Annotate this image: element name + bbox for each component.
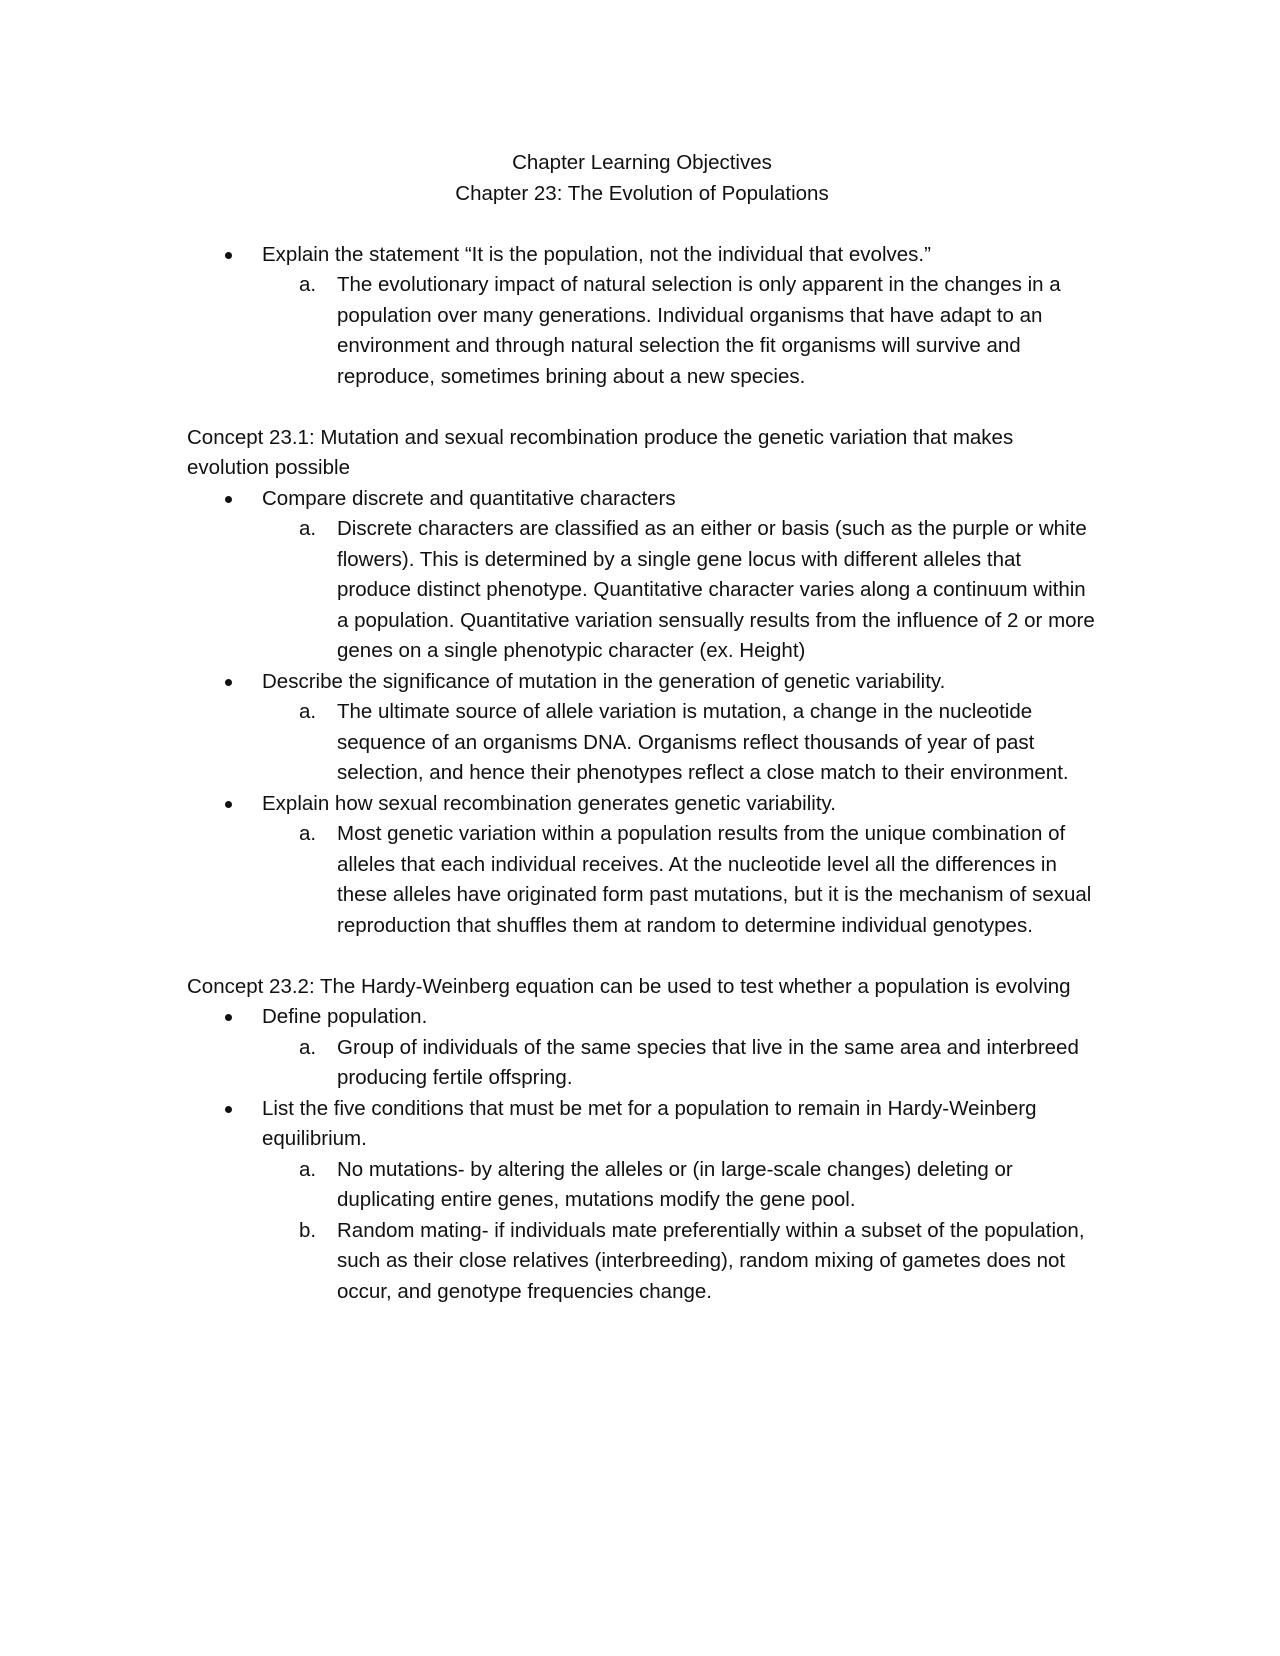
- bullet-icon: [225, 496, 232, 503]
- sub-text: Discrete characters are classified as an either or basis (such as the purple or white flowers). This is determined by a single gene locus with different alleles that produce distinct phenotype. Quantitative character varies along a continuum within a population. Quantitative variation sensually results from the influence of 2 or more genes on a single phenotypic character (ex. Height): [337, 517, 1095, 662]
- concept-heading: Concept 23.2: The Hardy-Weinberg equation can be used to test whether a population is evolving: [187, 974, 1071, 998]
- document-page: [187, 148, 1097, 1307]
- sub-item: [187, 1216, 1097, 1308]
- bullet-text: Define population.: [262, 1005, 428, 1028]
- sub-item: [187, 819, 1097, 941]
- concept-bullet-list: [187, 484, 1097, 942]
- bullet-icon: [225, 801, 232, 808]
- sub-text: No mutations- by altering the alleles or (in large-scale changes) deleting or duplicating entire genes, mutations modify the gene pool.: [337, 1157, 1013, 1211]
- sub-item: [187, 697, 1097, 789]
- sub-item: [187, 1033, 1097, 1094]
- bullet-text: Explain how sexual recombination generates genetic variability.: [262, 791, 836, 815]
- sub-item: [187, 270, 1097, 392]
- sub-list: [262, 1033, 1097, 1094]
- sub-marker: a.: [299, 1157, 317, 1181]
- bullet-item: [187, 789, 1097, 942]
- sub-text: The evolutionary impact of natural selection is only apparent in the changes in a population over many generations. Individual organisms that have adapt to an environment and through natural selection the fit organisms will survive and reproduce, sometimes brining about a new species.: [337, 273, 1061, 388]
- bullet-icon: [225, 252, 232, 259]
- sub-item: [187, 1155, 1097, 1216]
- sub-list: [262, 1155, 1097, 1308]
- concept-heading: Concept 23.1: Mutation and sexual recombination produce the genetic variation that makes evolution possible: [187, 425, 1014, 479]
- sub-item: [187, 514, 1097, 667]
- bullet-icon: [225, 1014, 232, 1021]
- bullet-text: Describe the significance of mutation in the generation of genetic variability.: [262, 669, 946, 693]
- intro-bullet-list: [187, 240, 1097, 393]
- sub-text: Random mating- if individuals mate preferentially within a subset of the population, such as their close relatives (interbreeding), random mixing of gametes does not occur, and genotype frequencies change.: [337, 1218, 1085, 1303]
- chapter-title: Chapter 23: The Evolution of Populations: [455, 181, 829, 205]
- sub-list: [262, 270, 1097, 392]
- concept-bullet-list: [187, 1002, 1097, 1307]
- bullet-item: [187, 484, 1097, 667]
- bullet-text: List the five conditions that must be met for a population to remain in Hardy-Weinberg equilibrium.: [262, 1096, 1037, 1150]
- sub-marker: a.: [299, 822, 317, 845]
- sub-text: Group of individuals of the same species that live in the same area and interbreed producing fertile offspring.: [337, 1035, 1079, 1089]
- sub-list: [262, 514, 1097, 667]
- sub-text: The ultimate source of allele variation is mutation, a change in the nucleotide sequence of an organisms DNA. Organisms reflect thousands of year of past selection, and hence their phenotypes reflect a close match to their environment.: [337, 700, 1069, 784]
- sub-marker: b.: [299, 1218, 317, 1242]
- bullet-icon: [225, 1106, 232, 1113]
- bullet-text: Explain the statement “It is the population, not the individual that evolves.”: [262, 242, 931, 266]
- sub-text: Most genetic variation within a population results from the unique combination of alleles that each individual receives. At the nucleotide level all the differences in these alleles have originated form past mutations, but it is the mechanism of sexual reproduction that shuffles them at random to determine individual genotypes.: [337, 822, 1092, 937]
- bullet-item: [187, 1002, 1097, 1094]
- sub-marker: a.: [299, 273, 317, 296]
- bullet-text: Compare discrete and quantitative characters: [262, 486, 676, 510]
- document-title: Chapter Learning Objectives: [512, 151, 772, 174]
- bullet-icon: [225, 679, 232, 686]
- bullet-item: [187, 667, 1097, 789]
- bullet-item: [187, 240, 1097, 393]
- sub-marker: a.: [299, 1035, 317, 1059]
- sub-list: [262, 697, 1097, 789]
- bullet-item: [187, 1094, 1097, 1308]
- sub-marker: a.: [299, 517, 317, 540]
- sub-list: [262, 819, 1097, 941]
- sub-marker: a.: [299, 700, 317, 723]
- document-title-block: [187, 148, 1097, 209]
